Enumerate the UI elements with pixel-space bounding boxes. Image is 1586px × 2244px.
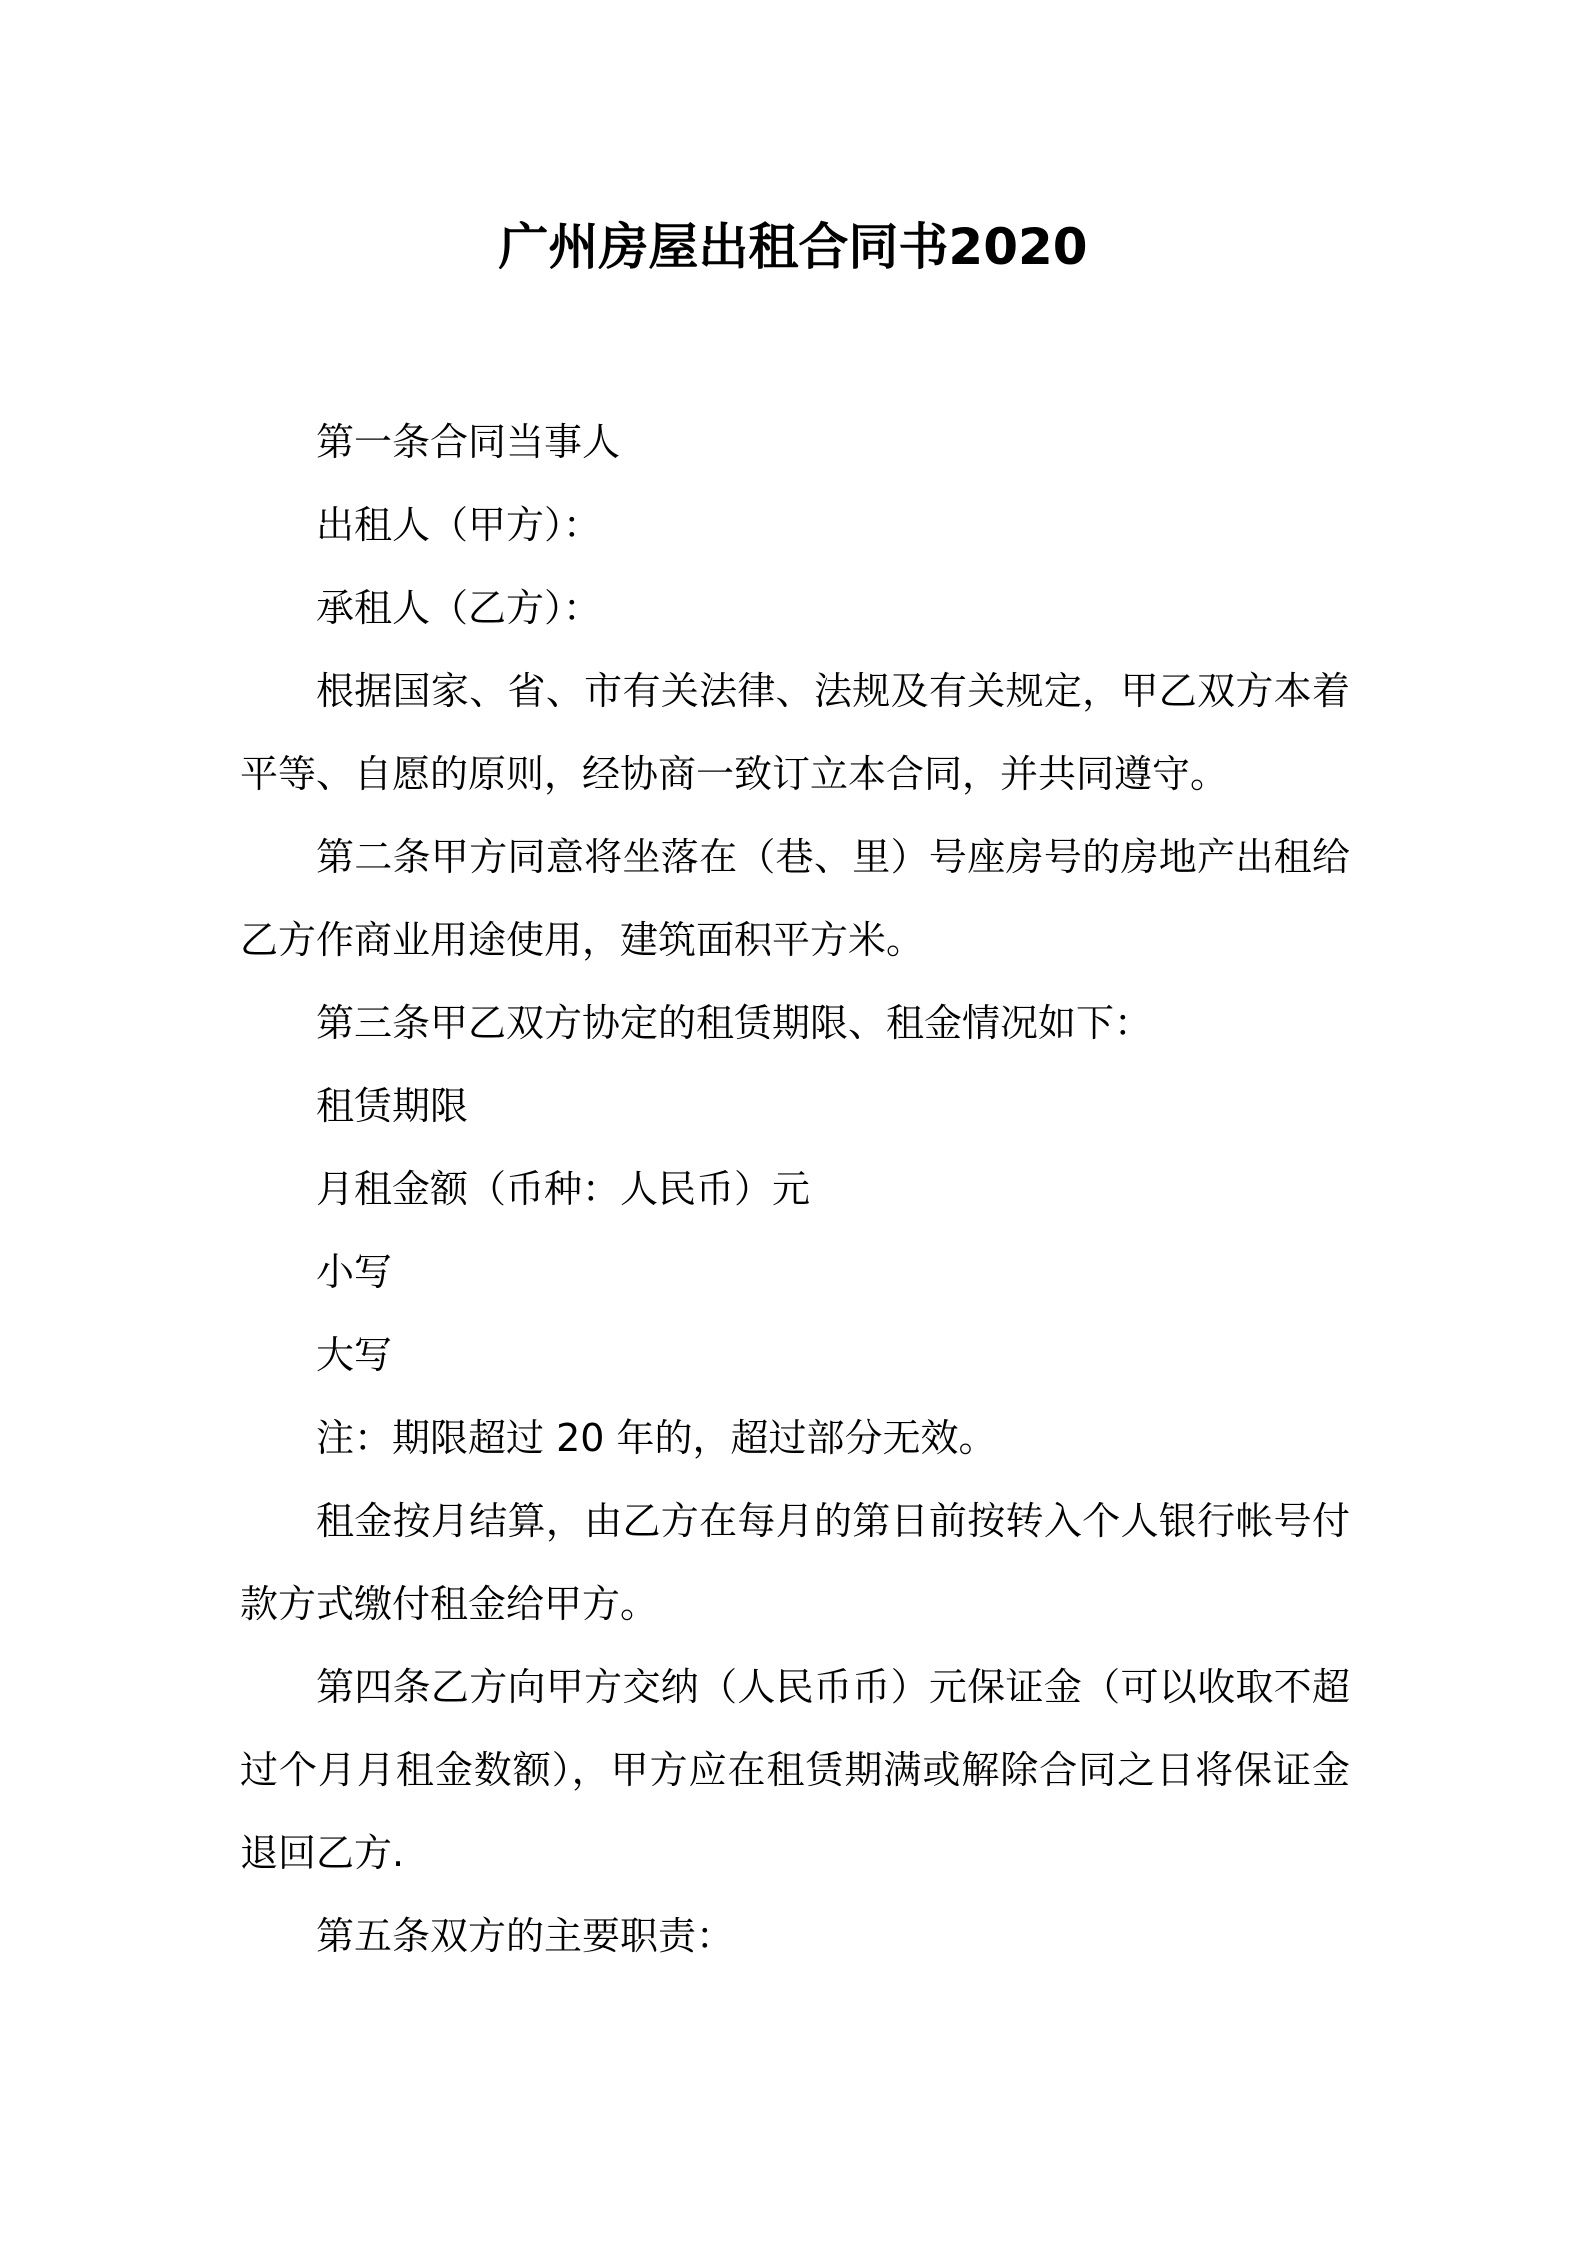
clause-1-heading: 第一条合同当事人 (316, 420, 621, 464)
lessee-line: 承租人（乙方）： (316, 586, 602, 630)
lessor-line: 出租人（甲方）： (316, 503, 602, 547)
document-body (240, 401, 1350, 1978)
clause-5-heading: 第五条双方的主要职责： (316, 1914, 735, 1958)
document-title: 广州房屋出租合同书2020 (498, 218, 1088, 276)
preamble-paragraph: 根据国家、省、市有关法律、法规及有关规定，甲乙双方本着平等、自愿的原则，经协商一致订立本合同，并共同遵守。 (240, 669, 1350, 796)
monthly-rent-line: 月租金额（币种：人民币）元 (316, 1167, 811, 1211)
clause-3-heading: 第三条甲乙双方协定的租赁期限、租金情况如下： (316, 1001, 1153, 1045)
lease-term-line: 租赁期限 (316, 1084, 469, 1128)
rent-payment-paragraph: 租金按月结算，由乙方在每月的第日前按转入个人银行帐号付款方式缴付租金给甲方。 (240, 1499, 1350, 1626)
clause-2-paragraph: 第二条甲方同意将坐落在（巷、里）号座房号的房地产出租给乙方作商业用途使用，建筑面积平方米。 (240, 835, 1350, 962)
note-line: 注：期限超过 20 年的，超过部分无效。 (316, 1416, 997, 1460)
amount-uppercase-line: 大写 (316, 1333, 393, 1377)
clause-4-paragraph: 第四条乙方向甲方交纳（人民币币）元保证金（可以收取不超过个月月租金数额），甲方应在租赁期满或解除合同之日将保证金退回乙方. (240, 1665, 1350, 1875)
amount-lowercase-line: 小写 (316, 1250, 393, 1294)
